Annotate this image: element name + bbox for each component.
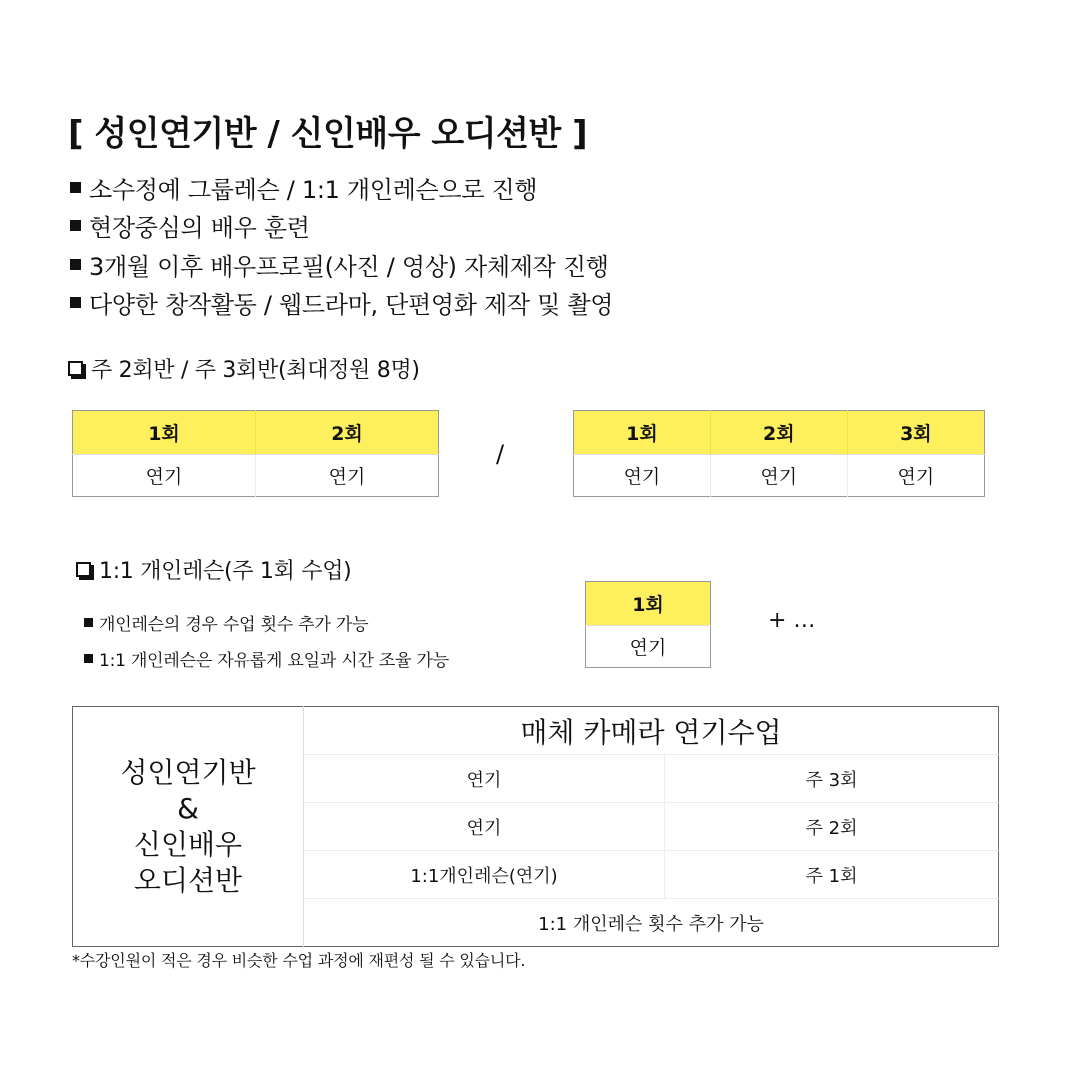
table-header-cell: 1회	[73, 411, 256, 455]
private-lesson-heading	[76, 554, 351, 585]
square-bullet-icon	[84, 618, 93, 627]
summary-course-cell: 연기	[304, 803, 665, 851]
summary-frequency-cell: 주 2회	[665, 803, 999, 851]
list-item	[82, 640, 449, 676]
summary-class-line: 신인배우	[133, 827, 243, 861]
summary-course-cell: 연기	[304, 755, 665, 803]
table-separator: /	[496, 440, 505, 468]
group-class-heading-text: 주 2회반 / 주 3회반(최대정원 8명)	[91, 358, 420, 383]
bullet-text: 소수정예 그룹레슨 / 1:1 개인레슨으로 진행	[89, 175, 538, 204]
checkbox-square-icon	[76, 562, 91, 577]
table-header-cell: 1회	[574, 411, 711, 455]
table-cell: 연기	[586, 626, 711, 668]
bullet-text: 다양한 창작활동 / 웹드라마, 단편영화 제작 및 촬영	[89, 291, 614, 320]
list-item	[68, 284, 613, 323]
bullet-text: 1:1 개인레슨은 자유롭게 요일과 시간 조율 가능	[99, 650, 449, 671]
summary-class-line: &	[177, 791, 199, 825]
table-header-cell: 1회	[586, 582, 711, 626]
list-item	[68, 207, 613, 246]
table-cell: 연기	[256, 455, 439, 497]
table-cell: 연기	[710, 455, 847, 497]
private-lesson-table	[585, 581, 711, 668]
footnote: *수강인원이 적은 경우 비슷한 수업 과정에 재편성 될 수 있습니다.	[72, 951, 526, 970]
table-cell: 연기	[574, 455, 711, 497]
three-session-table	[573, 410, 985, 497]
summary-table	[72, 706, 999, 947]
list-item	[82, 604, 449, 640]
list-item	[68, 168, 613, 207]
checkbox-square-icon	[68, 361, 83, 376]
square-bullet-icon	[70, 297, 81, 308]
summary-course-cell: 1:1개인레슨(연기)	[304, 851, 665, 899]
summary-footer-cell: 1:1 개인레슨 횟수 추가 가능	[538, 913, 764, 935]
table-cell: 연기	[73, 455, 256, 497]
private-lesson-bullet-list	[82, 604, 449, 676]
intro-bullet-list	[68, 168, 613, 322]
square-bullet-icon	[70, 259, 81, 270]
summary-frequency-cell: 주 1회	[665, 851, 999, 899]
square-bullet-icon	[70, 182, 81, 193]
private-lesson-heading-text: 1:1 개인레슨(주 1회 수업)	[99, 559, 352, 584]
summary-class-line: 오디션반	[133, 863, 243, 897]
square-bullet-icon	[84, 654, 93, 663]
summary-class-line: 성인연기반	[120, 755, 256, 789]
group-class-heading	[68, 353, 420, 384]
bullet-text: 현장중심의 배우 훈련	[89, 214, 310, 243]
summary-header: 매체 카메라 연기수업	[304, 707, 999, 755]
more-sessions-indicator: + …	[768, 608, 816, 633]
table-header-cell: 2회	[710, 411, 847, 455]
table-header-cell: 2회	[256, 411, 439, 455]
table-cell: 연기	[847, 455, 984, 497]
page-title: [ 성인연기반 / 신인배우 오디션반 ]	[68, 114, 588, 154]
table-header-cell: 3회	[847, 411, 984, 455]
bullet-text: 3개월 이후 배우프로필(사진 / 영상) 자체제작 진행	[89, 252, 609, 281]
bullet-text: 개인레슨의 경우 수업 횟수 추가 가능	[99, 614, 369, 635]
two-session-table	[72, 410, 439, 497]
summary-frequency-cell: 주 3회	[665, 755, 999, 803]
square-bullet-icon	[70, 220, 81, 231]
list-item	[68, 245, 613, 284]
summary-class-name	[73, 707, 304, 947]
